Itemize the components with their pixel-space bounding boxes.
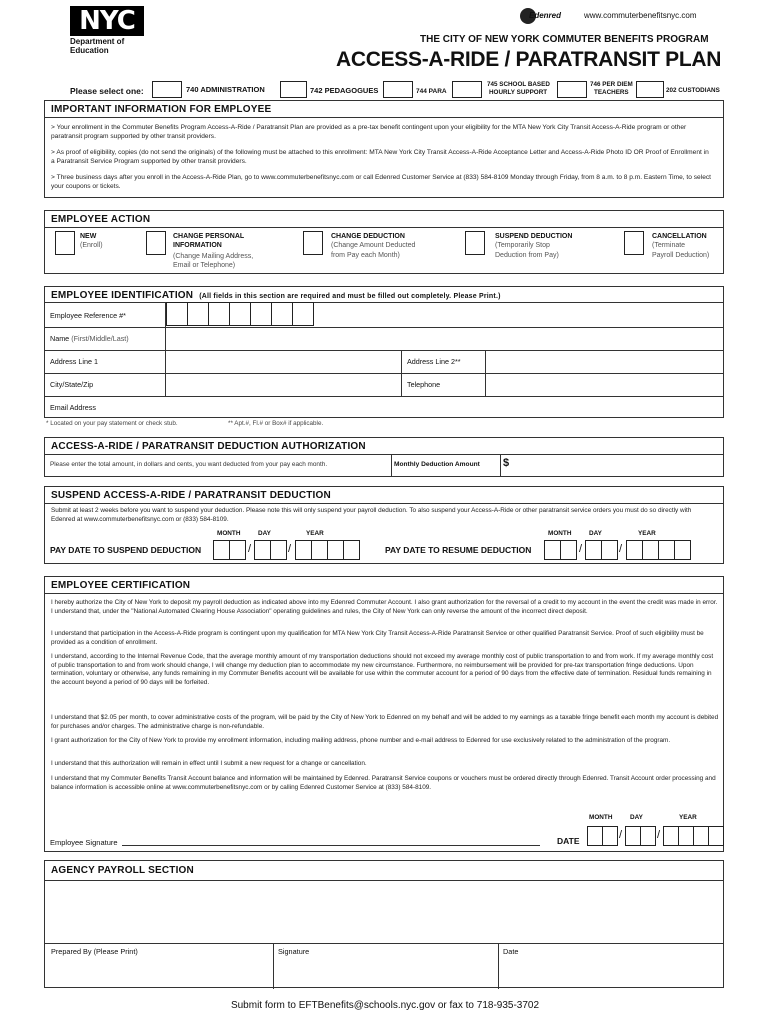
resume-day-box1[interactable] [585,540,602,560]
label-new-sub: (Enroll) [80,242,103,249]
page-title: ACCESS-A-RIDE / PARATRANSIT PLAN [336,48,722,71]
cert-day-box2[interactable] [640,826,656,846]
name-label-hint: (First/Middle/Last) [71,333,129,343]
important-info-section [44,100,724,198]
suspend-month-box1[interactable] [213,540,230,560]
suspend-year-box2[interactable] [311,540,328,560]
suspend-month-header: MONTH [217,530,241,537]
cert-day-box1[interactable] [625,826,641,846]
suspend-section-title: SUSPEND ACCESS-A-RIDE / PARATRANSIT DEDUCTION [45,487,723,504]
label-745-line2: HOURLY SUPPORT [489,89,548,96]
cert-slash-2: / [657,829,661,841]
label-740: 740 ADMINISTRATION [186,85,265,94]
important-info-p1: > Your enrollment in the Commuter Benefits Program Access-A-Ride / Paratransit Plan are provided as a pre-tax benefit contingent upon your eligibility for the MTA New York City Transit Access-A-Ride program or other paratransit program supported by other transit providers. [51,124,687,140]
checkbox-745[interactable] [452,81,482,98]
cert-year-box1[interactable] [663,826,679,846]
select-prompt: Please select one: [70,86,144,96]
suspend-day-header: DAY [258,530,271,537]
resume-year-box4[interactable] [674,540,691,560]
resume-date-label: PAY DATE TO RESUME DEDUCTION [385,545,532,555]
cert-year-box2[interactable] [678,826,694,846]
label-744: 744 PARA [416,88,447,95]
certification-p7: I understand that my Commuter Benefits Transit Account balance and information will be maintained by Edenred. Paratransit Service coupons or vouchers must be ordered directly through Edenred. Transit Account order processing and balance information is accessible online at www.commuterbenefitsnyc.com or by calling Edenred Customer Service at (833) 584-8109. [51,775,716,791]
telephone-input[interactable] [486,373,723,395]
label-change-info-sub1: (Change Mailing Address, [173,253,254,260]
address-line2-input[interactable] [486,350,723,372]
ref-digit-5[interactable] [250,302,272,326]
resume-month-header: MONTH [548,530,572,537]
telephone-label: Telephone [407,379,441,389]
suspend-year-box4[interactable] [343,540,360,560]
label-change-deduction-sub1: (Change Amount Deducted [331,242,416,249]
label-cancellation-sub1: (Terminate [652,242,686,249]
identification-title-note: (All fields in this section are required and must be filled out completely. Please Print.) [199,293,501,300]
certification-p3: I understand, according to the Internal Revenue Code, that the average monthly amount of my transportation deductions should not exceed my average monthly cost of public transportation to and from work. If my average monthly cost of public transportation to and from work should change, I will change my deduction plan to accommodate my new circumstance. Furthermore, no reimbursement will be provided for pre-tax transportation fringe deductions. Upon termination, voluntary or otherwise, any funds remaining in my Commuter Benefits account will be available for use within the commuter account for a period of 90 days from the effective date of termination. Residual funds remaining in the account beyond a period of 90 days will be forfeited. [51,653,714,686]
resume-year-box3[interactable] [658,540,675,560]
id-footnote-1: * Located on your pay statement or check stub. [46,420,178,427]
ref-digit-1[interactable] [166,302,188,326]
label-202: 202 CUSTODIANS [666,87,720,94]
certification-p1: I hereby authorize the City of New York to deposit my payroll deduction as indicated above into my Edenred Commuter Account. I also grant authorization for the reversal of a credit to my account in the event the credit was made in error. I understand that, under the "National Automated Clearing House Association" operating guidelines and rules, the City of New York can only reverse the amount of the incorrect direct deposit. [51,599,718,615]
employee-reference-label: Employee Reference #* [50,310,126,320]
label-change-deduction-sub2: from Pay each Month) [331,252,400,259]
ref-digit-6[interactable] [271,302,293,326]
resume-year-header: YEAR [638,530,656,537]
suspend-day-box2[interactable] [270,540,287,560]
identification-title-main: EMPLOYEE IDENTIFICATION [51,290,194,301]
label-change-deduction: CHANGE DEDUCTION [331,233,405,240]
currency-symbol: $ [503,457,510,469]
cert-slash-1: / [619,829,623,841]
ref-digit-3[interactable] [208,302,230,326]
resume-slash-1: / [579,543,583,555]
address-line1-input[interactable] [166,350,400,372]
employee-identification-title [45,287,723,303]
checkbox-cancellation[interactable] [624,231,644,255]
department-name-line1: Department of [70,37,125,46]
monthly-amount-input[interactable] [515,455,723,476]
employee-certification-section [44,576,724,852]
suspend-year-box3[interactable] [327,540,344,560]
id-footnote-2: ** Apt.#, Fl.# or Box# if applicable. [228,420,324,427]
monthly-amount-label: Monthly Deduction Amount [394,461,480,468]
payroll-signature-input[interactable] [273,943,497,987]
checkbox-change-info[interactable] [146,231,166,255]
name-input[interactable] [166,327,723,349]
important-info-p2: > As proof of eligibility, copies (do not send the originals) of the following must be attached to this enrollment: MTA New York City Transit Access-A-Ride Acceptance Letter and Access-A-Ride Photo ID OR Proof of Enrollment in a Paratransit Service Program supported by other transit providers. [51,149,709,165]
suspend-date-label: PAY DATE TO SUSPEND DEDUCTION [50,545,202,555]
certification-p6: I understand that this authorization will remain in effect until I submit a new request for a change or cancellation. [51,760,367,767]
name-label [44,327,129,349]
suspend-slash-2: / [288,543,292,555]
resume-day-header: DAY [589,530,602,537]
resume-day-box2[interactable] [601,540,618,560]
certification-p2: I understand that participation in the Access-A-Ride program is contingent upon my qualification for MTA New York City Transit Access-A-Ride Paratransit Service or other qualified Paratransit Service. Proof of such eligibility must be provided as a condition of enrollment. [51,630,704,646]
cert-month-box1[interactable] [587,826,603,846]
checkbox-202[interactable] [636,81,664,98]
certification-p5: I grant authorization for the City of New York to provide my enrollment information, including mailing address, phone number and e-mail address to Edenred for use exclusively related to the administration of the program. [51,737,671,744]
suspend-slash-1: / [248,543,252,555]
department-name-line2: Education [70,46,109,55]
resume-slash-2: / [619,543,623,555]
checkbox-742[interactable] [280,81,307,98]
cert-day-header: DAY [630,814,643,821]
employee-reference-input[interactable] [166,302,314,326]
label-746-line2: TEACHERS [594,89,629,96]
checkbox-746[interactable] [557,81,587,98]
suspend-month-box2[interactable] [229,540,246,560]
nyc-logo: NYC [70,6,144,36]
address-line1-label: Address Line 1 [50,356,98,366]
resume-month-box2[interactable] [560,540,577,560]
employee-signature-line[interactable] [50,845,540,846]
employee-signature-label: Employee Signature [50,838,122,847]
label-cancellation-sub2: Payroll Deduction) [652,252,710,259]
auth-divider-2 [500,455,501,477]
cert-year-box4[interactable] [708,826,724,846]
payroll-date-label: Date [503,947,519,956]
deduction-authorization-title: ACCESS-A-RIDE / PARATRANSIT DEDUCTION AUTHORIZATION [45,438,723,455]
suspend-day-box1[interactable] [254,540,271,560]
label-745-line1: 745 SCHOOL BASED [487,81,550,88]
address-line2-label: Address Line 2** [407,356,461,366]
website-url[interactable]: www.commuterbenefitsnyc.com [584,11,697,20]
edenred-logo-text: Edenred [529,11,562,20]
label-change-info-2: INFORMATION [173,242,222,249]
label-746-line1: 746 PER DIEM [590,81,633,88]
important-info-title: IMPORTANT INFORMATION FOR EMPLOYEE [45,101,723,118]
ref-digit-4[interactable] [229,302,251,326]
label-suspend: SUSPEND DEDUCTION [495,233,573,240]
program-name: THE CITY OF NEW YORK COMMUTER BENEFITS PROGRAM [420,34,709,45]
checkbox-change-deduction[interactable] [303,231,323,255]
label-suspend-sub2: Deduction from Pay) [495,252,559,259]
auth-divider-1 [391,455,392,477]
city-state-zip-input[interactable] [166,373,400,395]
checkbox-suspend[interactable] [465,231,485,255]
cert-month-header: MONTH [589,814,613,821]
employee-certification-title: EMPLOYEE CERTIFICATION [45,577,723,594]
label-new: NEW [80,233,97,240]
checkbox-740[interactable] [152,81,182,98]
city-state-zip-label: City/State/Zip [50,379,94,389]
submit-instructions: Submit form to EFTBenefits@schools.nyc.gov or fax to 718-935-3702 [230,1000,540,1011]
label-cancellation: CANCELLATION [652,233,707,240]
checkbox-new[interactable] [55,231,75,255]
edenred-logo [520,8,566,24]
prepared-by-input[interactable] [45,943,272,987]
label-change-info-sub2: Email or Telephone) [173,262,236,269]
authorization-instructions: Please enter the total amount, in dollars and cents, you want deducted from your pay each month. [50,461,328,468]
payroll-date-input[interactable] [498,943,723,987]
email-input[interactable] [166,396,723,418]
checkbox-744[interactable] [383,81,413,98]
name-label-text: Name [50,333,70,343]
agency-payroll-title: AGENCY PAYROLL SECTION [45,861,723,881]
payroll-signature-label: Signature [278,947,310,956]
resume-month-box1[interactable] [544,540,561,560]
resume-year-box2[interactable] [642,540,659,560]
label-742: 742 PEDAGOGUES [310,86,379,95]
employee-action-title: EMPLOYEE ACTION [45,211,723,228]
suspend-year-box1[interactable] [295,540,312,560]
payroll-notes-area[interactable] [45,881,723,942]
certification-p4: I understand that $2.05 per month, to cover administrative costs of the program, will be paid by the City of New York to Edenred on my behalf and will be added to my earnings as a taxable fringe benefit each month my account is debited for purchases and/or charges. The administrative charge is non-refundable. [51,714,719,730]
resume-year-box1[interactable] [626,540,643,560]
suspend-instructions: Submit at least 2 weeks before you want to suspend your deduction. Please note this will only suspend your payroll deduction. To also suspend your Access-A-Ride or other paratransit service orders you must do so directly with Edenred at www.commuterbenefitsnyc.com or (833) 584-8109. [51,507,692,523]
certification-date-label: DATE [557,836,580,846]
ref-digit-7[interactable] [292,302,314,326]
cert-year-box3[interactable] [693,826,709,846]
cert-year-header: YEAR [679,814,697,821]
important-info-p3: > Three business days after you enroll in the Access-A-Ride Plan, go to www.commuterbenefitsnyc.com or call Edenred Customer Service at (833) 584-8109 Monday through Friday, from 8 a.m. to 8 p.m. Eastern Time, to select your coupons or tickets. [51,174,711,190]
label-change-info-1: CHANGE PERSONAL [173,233,245,240]
prepared-by-label: Prepared By (Please Print) [51,947,138,956]
label-suspend-sub1: (Temporarily Stop [495,242,550,249]
suspend-year-header: YEAR [306,530,324,537]
email-label: Email Address [50,402,96,412]
cert-month-box2[interactable] [602,826,618,846]
ref-digit-2[interactable] [187,302,209,326]
